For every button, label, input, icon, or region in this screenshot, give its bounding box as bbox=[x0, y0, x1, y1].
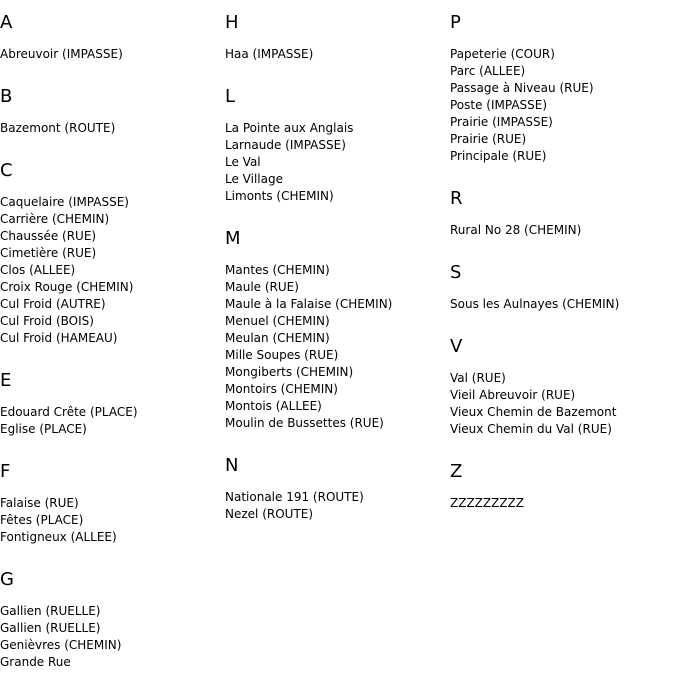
section-letter: A bbox=[0, 12, 13, 33]
street-link[interactable]: Cimetière (RUE) bbox=[0, 246, 97, 260]
street-link[interactable]: Meulan (CHEMIN) bbox=[225, 331, 330, 345]
street-link[interactable]: Cul Froid (HAMEAU) bbox=[0, 331, 118, 345]
section-letter: L bbox=[225, 86, 236, 107]
street-list bbox=[225, 489, 447, 523]
street-list bbox=[450, 495, 672, 512]
street-link[interactable]: Clos (ALLEE) bbox=[0, 263, 76, 277]
street-list bbox=[0, 404, 222, 438]
street-link[interactable]: Mille Soupes (RUE) bbox=[225, 348, 339, 362]
street-list bbox=[450, 370, 672, 438]
street-list bbox=[0, 194, 222, 347]
street-link[interactable]: Croix Rouge (CHEMIN) bbox=[0, 280, 134, 294]
street-link[interactable]: Carrière (CHEMIN) bbox=[0, 212, 110, 226]
street-list bbox=[0, 46, 222, 63]
section-letter: B bbox=[0, 86, 13, 107]
section-letter: C bbox=[0, 160, 13, 181]
section-letter: H bbox=[225, 12, 239, 33]
street-link[interactable]: Gallien (RUELLE) bbox=[0, 621, 101, 635]
street-list bbox=[0, 603, 222, 671]
section-letter: F bbox=[0, 461, 11, 482]
street-link[interactable]: Larnaude (IMPASSE) bbox=[225, 138, 346, 152]
street-list bbox=[450, 296, 672, 313]
street-link[interactable]: Maule (RUE) bbox=[225, 280, 299, 294]
street-link[interactable]: Mantes (CHEMIN) bbox=[225, 263, 330, 277]
street-link[interactable]: Mongiberts (CHEMIN) bbox=[225, 365, 354, 379]
street-list bbox=[225, 120, 447, 205]
street-link[interactable]: Parc (ALLEE) bbox=[450, 64, 526, 78]
street-link[interactable]: Principale (RUE) bbox=[450, 149, 547, 163]
street-link[interactable]: Chaussée (RUE) bbox=[0, 229, 97, 243]
street-link[interactable]: Nezel (ROUTE) bbox=[225, 507, 314, 521]
section-letter: V bbox=[450, 336, 463, 357]
street-link[interactable]: Le Val bbox=[225, 155, 261, 169]
street-link[interactable]: Vieil Abreuvoir (RUE) bbox=[450, 388, 576, 402]
street-link[interactable]: Montoirs (CHEMIN) bbox=[225, 382, 338, 396]
section-letter: N bbox=[225, 455, 239, 476]
street-link[interactable]: Limonts (CHEMIN) bbox=[225, 189, 334, 203]
street-link[interactable]: Nationale 191 (ROUTE) bbox=[225, 490, 364, 504]
street-link[interactable]: Passage à Niveau (RUE) bbox=[450, 81, 594, 95]
street-link[interactable]: Poste (IMPASSE) bbox=[450, 98, 548, 112]
street-link[interactable]: Gallien (RUELLE) bbox=[0, 604, 101, 618]
street-link[interactable]: Menuel (CHEMIN) bbox=[225, 314, 330, 328]
street-link[interactable]: Cul Froid (AUTRE) bbox=[0, 297, 106, 311]
street-list bbox=[225, 262, 447, 432]
street-link[interactable]: Maule à la Falaise (CHEMIN) bbox=[225, 297, 393, 311]
street-list bbox=[225, 46, 447, 63]
section-letter: G bbox=[0, 569, 14, 590]
section-letter: E bbox=[0, 370, 12, 391]
street-link[interactable]: La Pointe aux Anglais bbox=[225, 121, 354, 135]
section-letter: Z bbox=[450, 461, 463, 482]
section-letter: R bbox=[450, 188, 463, 209]
street-list bbox=[450, 222, 672, 239]
street-link[interactable]: Falaise (RUE) bbox=[0, 496, 79, 510]
street-link[interactable]: Genièvres (CHEMIN) bbox=[0, 638, 122, 652]
street-link[interactable]: Edouard Crête (PLACE) bbox=[0, 405, 138, 419]
street-link[interactable]: Vieux Chemin de Bazemont bbox=[450, 405, 617, 419]
street-list bbox=[0, 120, 222, 137]
street-link[interactable]: Le Village bbox=[225, 172, 283, 186]
street-link[interactable]: Caquelaire (IMPASSE) bbox=[0, 195, 129, 209]
street-link[interactable]: Prairie (IMPASSE) bbox=[450, 115, 553, 129]
street-link[interactable]: Grande Rue bbox=[0, 655, 71, 669]
street-link[interactable]: Papeterie (COUR) bbox=[450, 47, 555, 61]
street-link[interactable]: ZZZZZZZZZ bbox=[450, 496, 524, 510]
street-link[interactable]: Cul Froid (BOIS) bbox=[0, 314, 94, 328]
section-letter: S bbox=[450, 262, 462, 283]
street-list bbox=[450, 46, 672, 165]
street-link[interactable]: Sous les Aulnayes (CHEMIN) bbox=[450, 297, 620, 311]
street-link[interactable]: Vieux Chemin du Val (RUE) bbox=[450, 422, 612, 436]
street-link[interactable]: Rural No 28 (CHEMIN) bbox=[450, 223, 582, 237]
street-list bbox=[0, 495, 222, 546]
street-link[interactable]: Fontigneux (ALLEE) bbox=[0, 530, 117, 544]
street-link[interactable]: Val (RUE) bbox=[450, 371, 506, 385]
section-letter: M bbox=[225, 228, 241, 249]
street-link[interactable]: Eglise (PLACE) bbox=[0, 422, 87, 436]
street-link[interactable]: Moulin de Bussettes (RUE) bbox=[225, 416, 384, 430]
street-link[interactable]: Prairie (RUE) bbox=[450, 132, 527, 146]
street-link[interactable]: Haa (IMPASSE) bbox=[225, 47, 314, 61]
section-letter: P bbox=[450, 12, 461, 33]
street-link[interactable]: Montois (ALLEE) bbox=[225, 399, 322, 413]
street-link[interactable]: Fêtes (PLACE) bbox=[0, 513, 84, 527]
street-link[interactable]: Abreuvoir (IMPASSE) bbox=[0, 47, 123, 61]
street-link[interactable]: Bazemont (ROUTE) bbox=[0, 121, 116, 135]
